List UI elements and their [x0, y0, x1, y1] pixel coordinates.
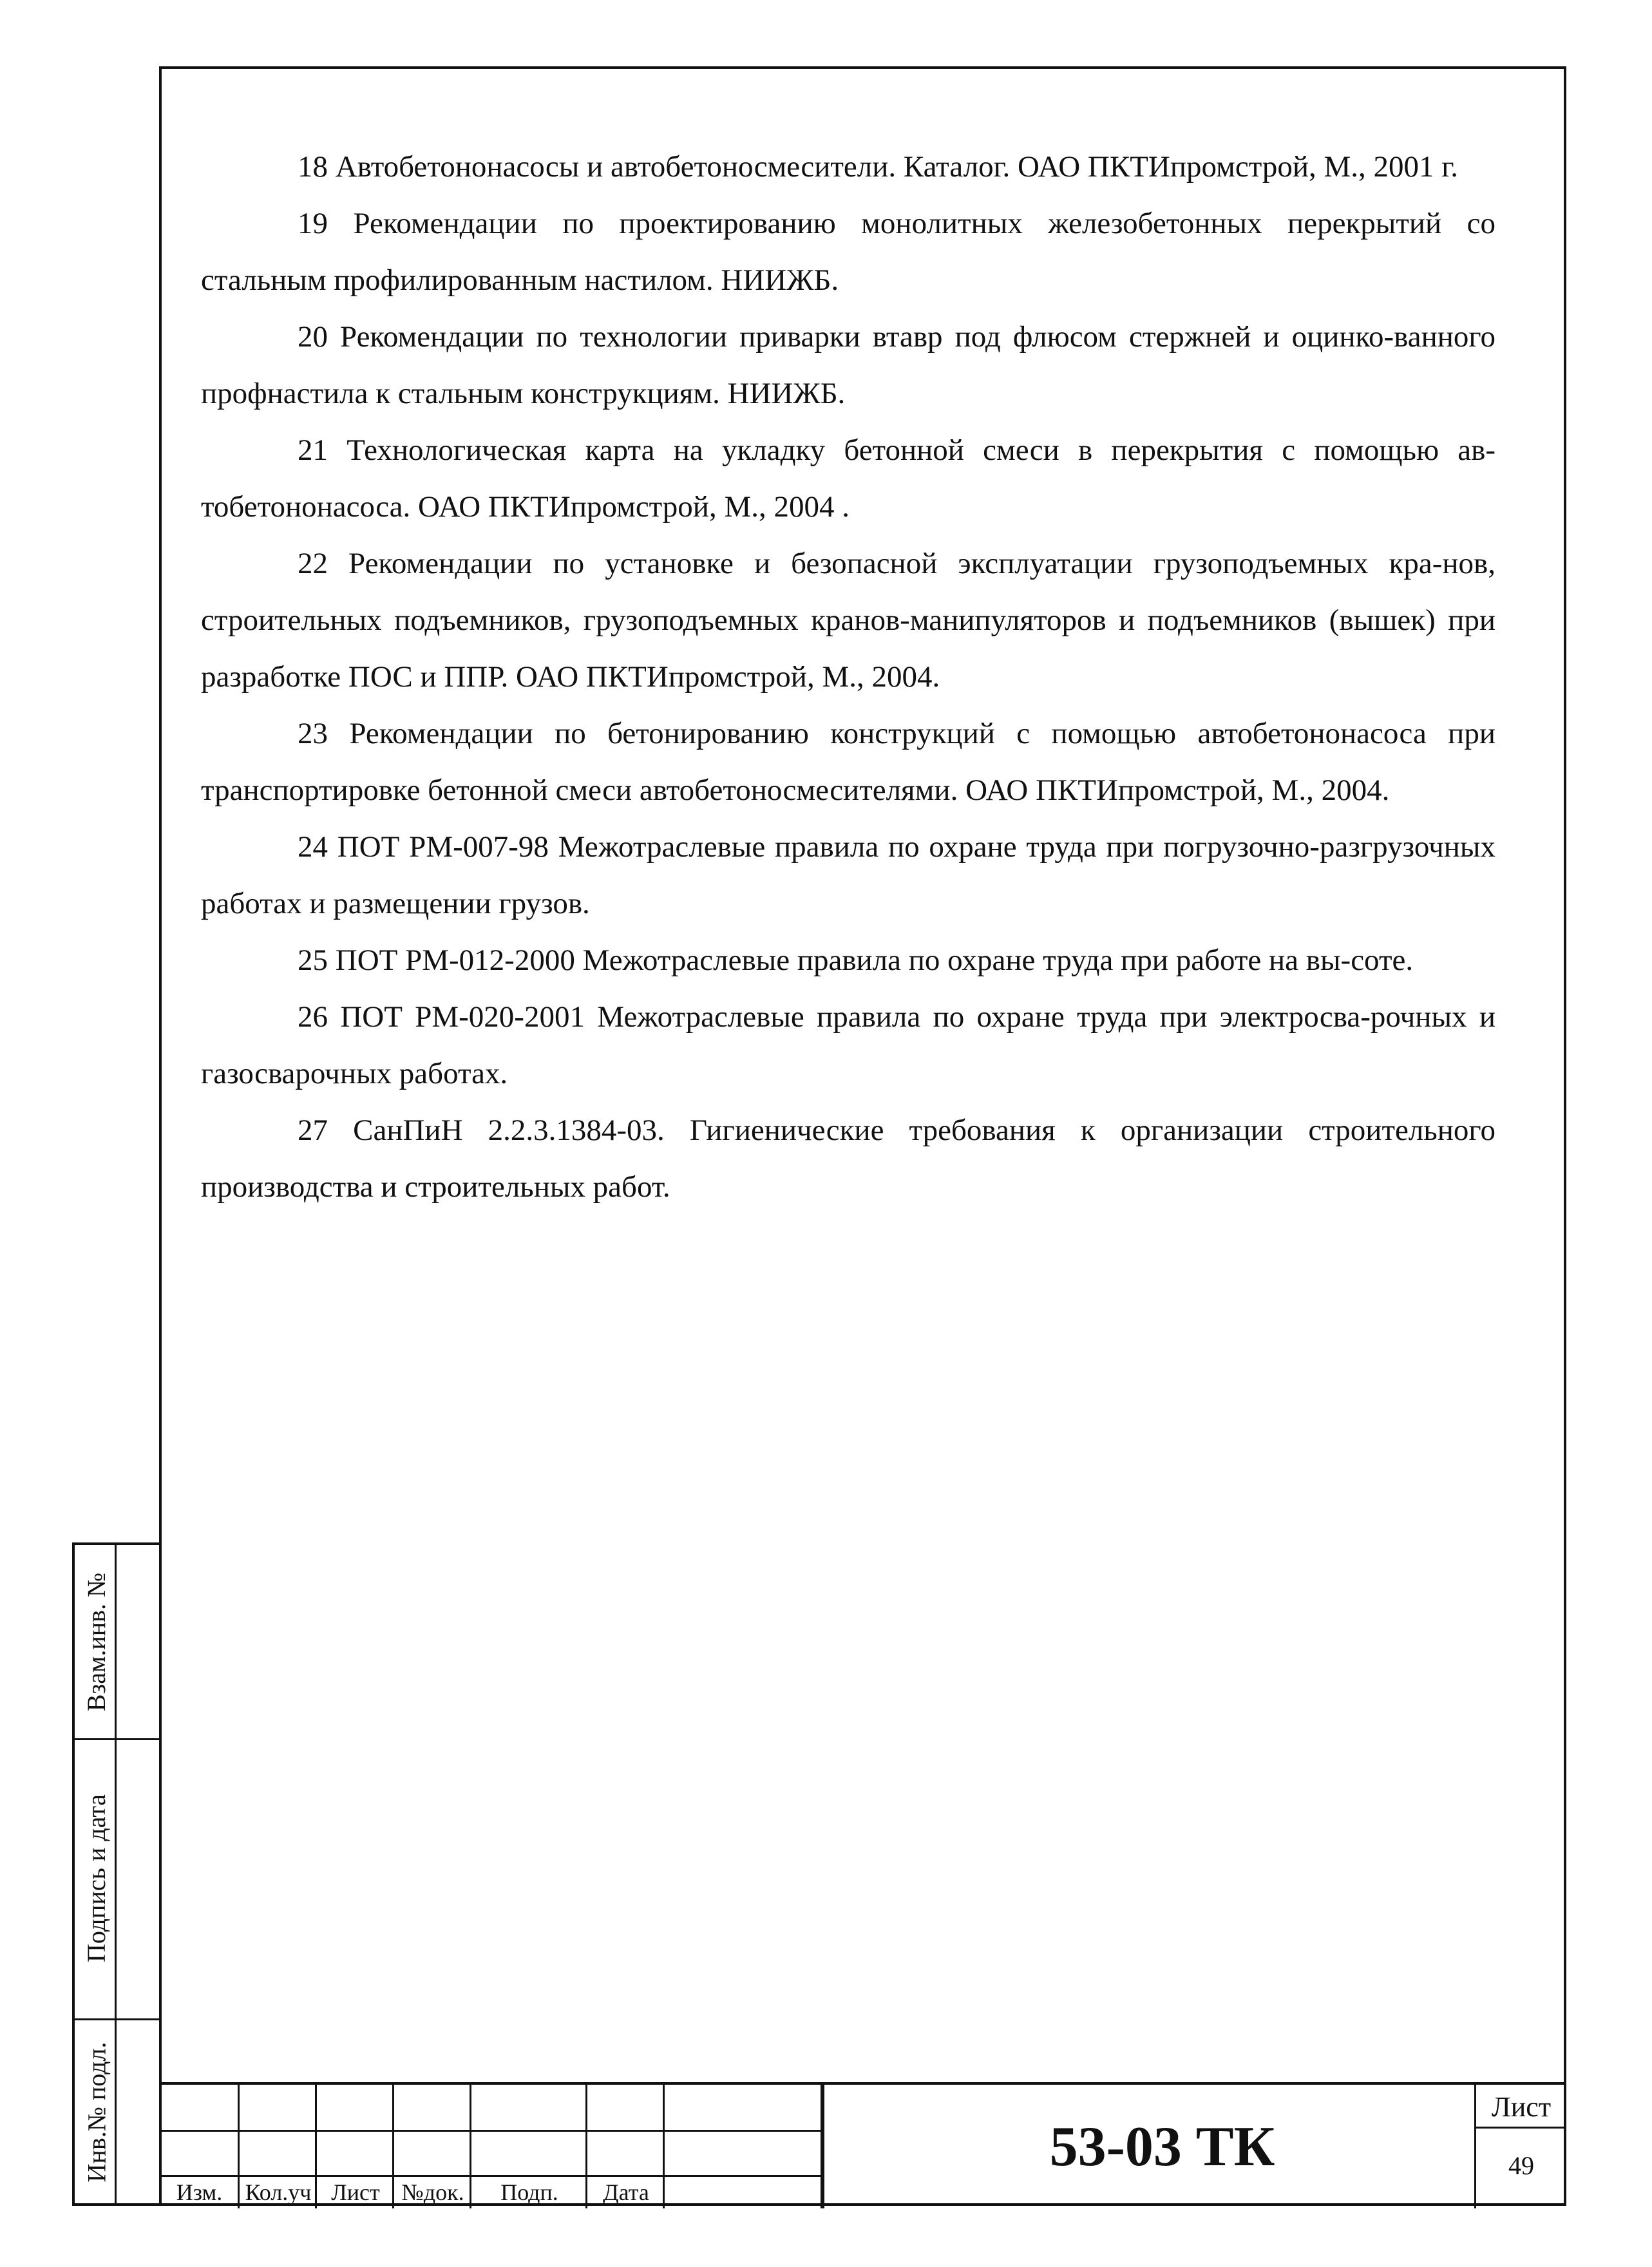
strip-label-podpis: Подпись и дата — [82, 1794, 111, 1963]
header-izm: Изм. — [176, 2179, 223, 2205]
header-list: Лист — [331, 2179, 380, 2205]
document-code: 53-03 ТК — [1049, 2115, 1275, 2178]
sheet-label: Лист — [1491, 2091, 1552, 2123]
reference-item: 20 Рекомендации по технологии приварки втавр под флюсом стержней и оцинко-ванного профнастила к стальным конструкциям. НИИЖБ. — [201, 320, 1495, 410]
strip-label-inv-podl: Инв.№ подл. — [82, 2042, 111, 2182]
header-kol-uch: Кол.уч — [245, 2179, 312, 2205]
reference-item: 18 Автобетононасосы и автобетоносмесители. Каталог. ОАО ПКТИпромстрой, М., 2001 г. — [298, 150, 1459, 184]
strip-label-vzam: Взам.инв. № — [82, 1572, 111, 1711]
header-ndok: №док. — [401, 2179, 464, 2205]
reference-list — [201, 138, 1495, 1215]
binding-strip — [72, 1542, 161, 2206]
reference-item: 24 ПОТ РМ-007-98 Межотраслевые правила по охране труда при погрузочно-разгрузочных работах и размещении грузов. — [201, 830, 1495, 920]
reference-item: 25 ПОТ РМ-012-2000 Межотраслевые правила по охране труда при работе на вы-соте. — [298, 944, 1414, 977]
header-data: Дата — [603, 2179, 649, 2205]
header-podp: Подп. — [500, 2179, 558, 2205]
sheet-number: 49 — [1508, 2150, 1534, 2180]
reference-item: 22 Рекомендации по установке и безопасной эксплуатации грузоподъемных кра-нов, строительных подъемников, грузоподъемных кранов-манипуляторов и подъемников (вышек) при разработке ПОС и ППР. ОАО ПКТИпромстрой, М., 2004. — [201, 547, 1495, 694]
reference-item: 23 Рекомендации по бетонированию конструкций с помощью автобетононасоса при транспортировке бетонной смеси автобетоносмесителями. ОАО ПКТИпромстрой, М., 2004. — [201, 717, 1495, 807]
reference-item: 27 СанПиН 2.2.3.1384-03. Гигиенические требования к организации строительного производства и строительных работ. — [201, 1114, 1495, 1204]
reference-item: 19 Рекомендации по проектированию монолитных железобетонных перекрытий со стальным профилированным настилом. НИИЖБ. — [201, 207, 1495, 297]
reference-item: 26 ПОТ РМ-020-2001 Межотраслевые правила по охране труда при электросва-рочных и газосварочных работах. — [201, 1000, 1495, 1090]
title-block — [159, 2082, 1566, 2206]
reference-item: 21 Технологическая карта на укладку бетонной смеси в перекрытия с помощью ав-тобетононасоса. ОАО ПКТИпромстрой, М., 2004 . — [201, 433, 1495, 524]
